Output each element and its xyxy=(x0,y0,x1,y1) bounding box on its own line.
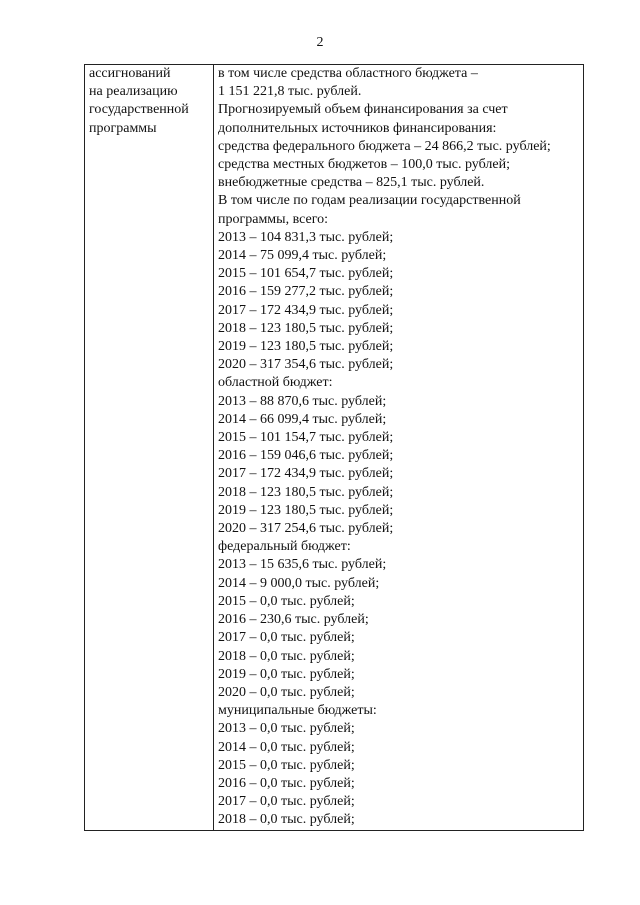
right-cell-line: 2014 – 75 099,4 тыс. рублей; xyxy=(218,248,387,264)
right-cell-line: 2015 – 0,0 тыс. рублей; xyxy=(218,593,355,609)
right-cell-line: 2015 – 0,0 тыс. рублей; xyxy=(218,757,355,773)
left-cell-line: программы xyxy=(89,120,157,136)
right-cell-line: 1 151 221,8 тыс. рублей. xyxy=(218,84,362,100)
left-cell-line: государственной xyxy=(89,102,189,118)
right-cell-line: 2013 – 88 870,6 тыс. рублей; xyxy=(218,393,387,409)
right-cell-line: 2013 – 104 831,3 тыс. рублей; xyxy=(218,229,394,245)
right-cell-line: 2018 – 123 180,5 тыс. рублей; xyxy=(218,320,394,336)
right-cell-line: средства федерального бюджета – 24 866,2 тыс. рублей; xyxy=(218,138,551,154)
right-cell-line: 2020 – 0,0 тыс. рублей; xyxy=(218,684,355,700)
right-cell-line: 2017 – 172 434,9 тыс. рублей; xyxy=(218,466,394,482)
right-cell-line: Прогнозируемый объем финансирования за счет xyxy=(218,102,508,118)
left-cell-line: ассигнований xyxy=(89,66,171,81)
right-cell-line: 2014 – 66 099,4 тыс. рублей; xyxy=(218,411,387,427)
left-cell xyxy=(85,65,214,831)
right-cell-line: 2014 – 0,0 тыс. рублей; xyxy=(218,739,355,755)
right-cell-line: 2018 – 123 180,5 тыс. рублей; xyxy=(218,484,394,500)
right-cell-line: 2019 – 123 180,5 тыс. рублей; xyxy=(218,339,394,355)
financing-table xyxy=(84,64,584,831)
right-cell-line: 2013 – 15 635,6 тыс. рублей; xyxy=(218,557,387,573)
right-cell-line: дополнительных источников финансирования: xyxy=(218,120,497,136)
page-number: 2 xyxy=(316,35,324,50)
right-cell-line: 2018 – 0,0 тыс. рублей; xyxy=(218,648,355,664)
right-cell-line: 2014 – 9 000,0 тыс. рублей; xyxy=(218,575,380,591)
right-cell-line: 2019 – 123 180,5 тыс. рублей; xyxy=(218,502,394,518)
right-cell-line: 2016 – 159 277,2 тыс. рублей; xyxy=(218,284,394,300)
right-cell-line: 2017 – 0,0 тыс. рублей; xyxy=(218,794,355,810)
right-cell-line: муниципальные бюджеты: xyxy=(218,703,377,719)
right-cell-line: федеральный бюджет: xyxy=(218,539,351,555)
right-cell-line: 2017 – 172 434,9 тыс. рублей; xyxy=(218,302,394,318)
table-row xyxy=(85,65,584,831)
right-cell-line: 2019 – 0,0 тыс. рублей; xyxy=(218,666,355,682)
right-cell-line: 2016 – 0,0 тыс. рублей; xyxy=(218,775,355,791)
right-cell-line: 2016 – 230,6 тыс. рублей; xyxy=(218,612,369,628)
left-cell-line: на реализацию xyxy=(89,84,178,100)
right-cell-line: программы, всего: xyxy=(218,211,328,227)
right-cell-line: в том числе средства областного бюджета – xyxy=(218,66,478,81)
right-cell-line: В том числе по годам реализации государственной xyxy=(218,193,521,209)
right-cell-line: 2018 – 0,0 тыс. рублей; xyxy=(218,812,355,828)
right-cell-line: 2020 – 317 254,6 тыс. рублей; xyxy=(218,521,394,537)
right-cell-line: 2020 – 317 354,6 тыс. рублей; xyxy=(218,357,394,373)
right-cell-line: 2015 – 101 154,7 тыс. рублей; xyxy=(218,430,394,446)
right-cell-line: 2016 – 159 046,6 тыс. рублей; xyxy=(218,448,394,464)
right-cell-line: средства местных бюджетов – 100,0 тыс. рублей; xyxy=(218,157,510,173)
right-cell-line: 2015 – 101 654,7 тыс. рублей; xyxy=(218,266,394,282)
right-cell-line: областной бюджет: xyxy=(218,375,333,391)
right-cell-line: 2013 – 0,0 тыс. рублей; xyxy=(218,721,355,737)
right-cell xyxy=(214,65,584,831)
right-cell-line: 2017 – 0,0 тыс. рублей; xyxy=(218,630,355,646)
right-cell-line: внебюджетные средства – 825,1 тыс. рублей. xyxy=(218,175,485,191)
